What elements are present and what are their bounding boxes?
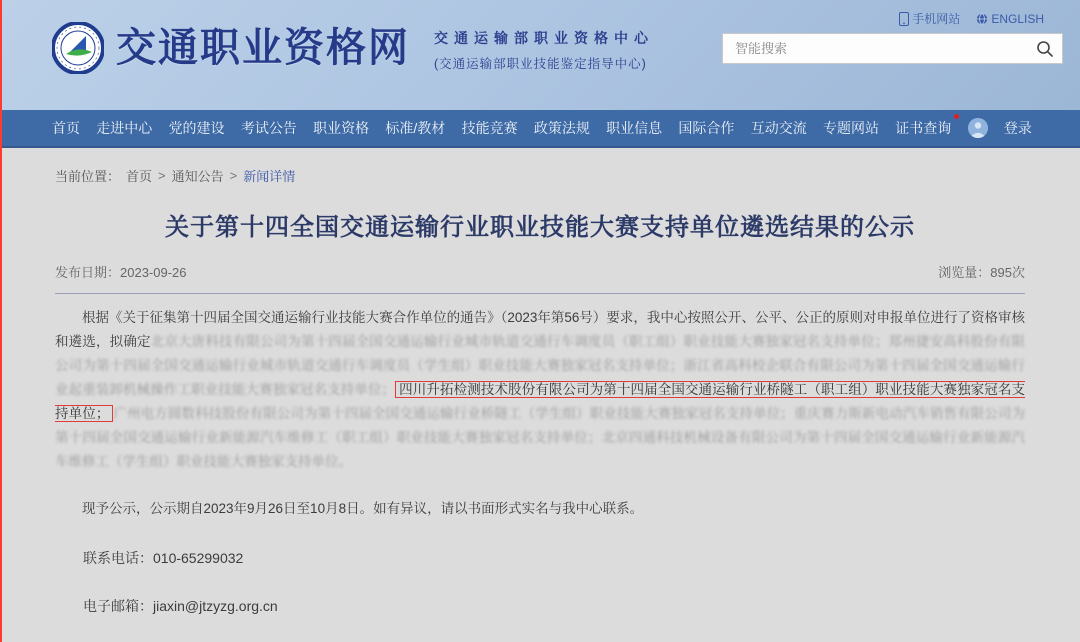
- nav-item-career-info[interactable]: 职业信息: [606, 120, 663, 136]
- search-bar: [722, 33, 1063, 64]
- english-label: ENGLISH: [991, 11, 1044, 26]
- publish-date-label: 发布日期：: [55, 265, 121, 280]
- globe-icon: [976, 13, 988, 25]
- breadcrumb-current[interactable]: 新闻详情: [243, 169, 296, 184]
- nav-item-interaction[interactable]: 互动交流: [750, 120, 807, 136]
- paragraph-intro: 根据《关于征集第十四届全国交通运输行业技能大赛合作单位的通告》（2023年第56号）要求，我中心按照公开、公平、公正的原则对申报单位进行了资格审核和遴选，拟确定: [55, 310, 1025, 349]
- email-label: 电子邮箱：: [83, 598, 153, 614]
- login-button[interactable]: 登录: [1003, 120, 1032, 136]
- breadcrumb-home[interactable]: 首页: [126, 169, 153, 184]
- phone-value: 010-65299032: [153, 550, 244, 566]
- breadcrumb-notices[interactable]: 通知公告: [171, 169, 224, 184]
- screenshot-left-border: [0, 0, 2, 642]
- breadcrumb-separator: >: [229, 168, 238, 183]
- topbar: [899, 10, 1044, 27]
- page-content: [0, 148, 1080, 616]
- main-nav: [0, 110, 1080, 148]
- mobile-site-link[interactable]: [899, 10, 960, 27]
- nav-item-qualification[interactable]: 职业资格: [313, 120, 370, 136]
- breadcrumb: [55, 148, 1025, 199]
- user-avatar-icon[interactable]: [968, 118, 988, 138]
- contact-phone-line: [55, 548, 1025, 568]
- cert-query-label: 证书查询: [895, 120, 952, 136]
- subtitle-line-1: 交通运输部职业资格中心: [434, 30, 654, 46]
- subtitle-line-2: (交通运输部职业技能鉴定指导中心): [434, 57, 647, 71]
- breadcrumb-separator: >: [158, 168, 166, 183]
- mobile-site-label: 手机网站: [912, 12, 961, 26]
- view-count-label: 浏览量：: [938, 265, 991, 280]
- nav-item-party[interactable]: 党的建设: [168, 120, 225, 136]
- view-count: [938, 262, 1025, 281]
- search-icon: [1036, 40, 1054, 58]
- article-meta: [55, 258, 1025, 293]
- blurred-text-1: 北京大唐科技有限公司为第十四届全国交通运输行业城市轨道交通行车调度员（职工组）职业技能大赛独家冠名支持单位；郑州捷安高科股份有限公司为第十四届全国交通运输行业城市轨道交通行车调度员（学生组）职业技能大赛独家冠名支持单位；浙江省高科校企联合有限公司为第十四届全国交通运输行业起重装卸机械操作工职业技能大赛独家冠名支持单位；: [55, 334, 1026, 397]
- english-link[interactable]: [976, 12, 1044, 26]
- site-logo: [52, 22, 104, 74]
- site-header: [0, 0, 1080, 110]
- phone-label: 联系电话：: [83, 550, 153, 566]
- email-value: jiaxin@jtzyzg.org.cn: [153, 598, 278, 614]
- nav-item-policy[interactable]: 政策法规: [533, 120, 590, 136]
- highlighted-winner-text: 四川升拓检测技术股份有限公司为第十四届全国交通运输行业桥隧工（职工组）职业技能大赛独家冠名支持单位；: [55, 382, 1026, 421]
- nav-item-about[interactable]: 走进中心: [96, 120, 153, 136]
- nav-item-international[interactable]: 国际合作: [678, 120, 735, 136]
- nav-item-standards[interactable]: 标准/教材: [385, 120, 446, 136]
- nav-item-skill-contest[interactable]: 技能竞赛: [461, 120, 518, 136]
- breadcrumb-label: 当前位置：: [55, 169, 121, 184]
- article-title: 关于第十四全国交通运输行业职业技能大赛支持单位遴选结果的公示: [165, 214, 915, 241]
- publish-date-value: 2023-09-26: [120, 265, 187, 280]
- blurred-text-2: 广州电方圆数科技股份有限公司为第十四届全国交通运输行业桥隧工（学生组）职业技能大赛独家冠名支持单位；重庆赛力斯新电动汽车销售有限公司为第十四届全国交通运输行业新能源汽车维修工（职工组）职业技能大赛独家冠名支持单位；北京四通科技机械设备有限公司为第十四届全国交通运输行业新能源汽车维修工（学生组）职业技能大赛独家支持单位。: [55, 406, 1026, 469]
- search-button[interactable]: [1028, 34, 1062, 63]
- nav-item-home[interactable]: 首页: [52, 120, 80, 136]
- publish-date: [55, 262, 187, 281]
- view-count-value: 895次: [990, 265, 1025, 280]
- phone-icon: [899, 12, 909, 26]
- hot-badge-dot: [954, 114, 959, 119]
- nav-item-cert-query[interactable]: [895, 118, 951, 138]
- meta-divider: [55, 293, 1025, 294]
- contact-email-line: [55, 596, 1025, 616]
- site-subtitle: [434, 24, 654, 72]
- site-title: 交通职业资格网: [116, 26, 410, 70]
- nav-item-exam-notice[interactable]: 考试公告: [240, 120, 297, 136]
- announcement-paragraph: [55, 306, 1025, 474]
- nav-item-special-sites[interactable]: 专题网站: [822, 120, 879, 136]
- search-input[interactable]: [723, 41, 1028, 56]
- article-body: [55, 306, 1025, 616]
- publicity-period-paragraph: 现予公示，公示期自2023年9月26日至10月8日。如有异议，请以书面形式实名与我中心联系。: [82, 501, 644, 516]
